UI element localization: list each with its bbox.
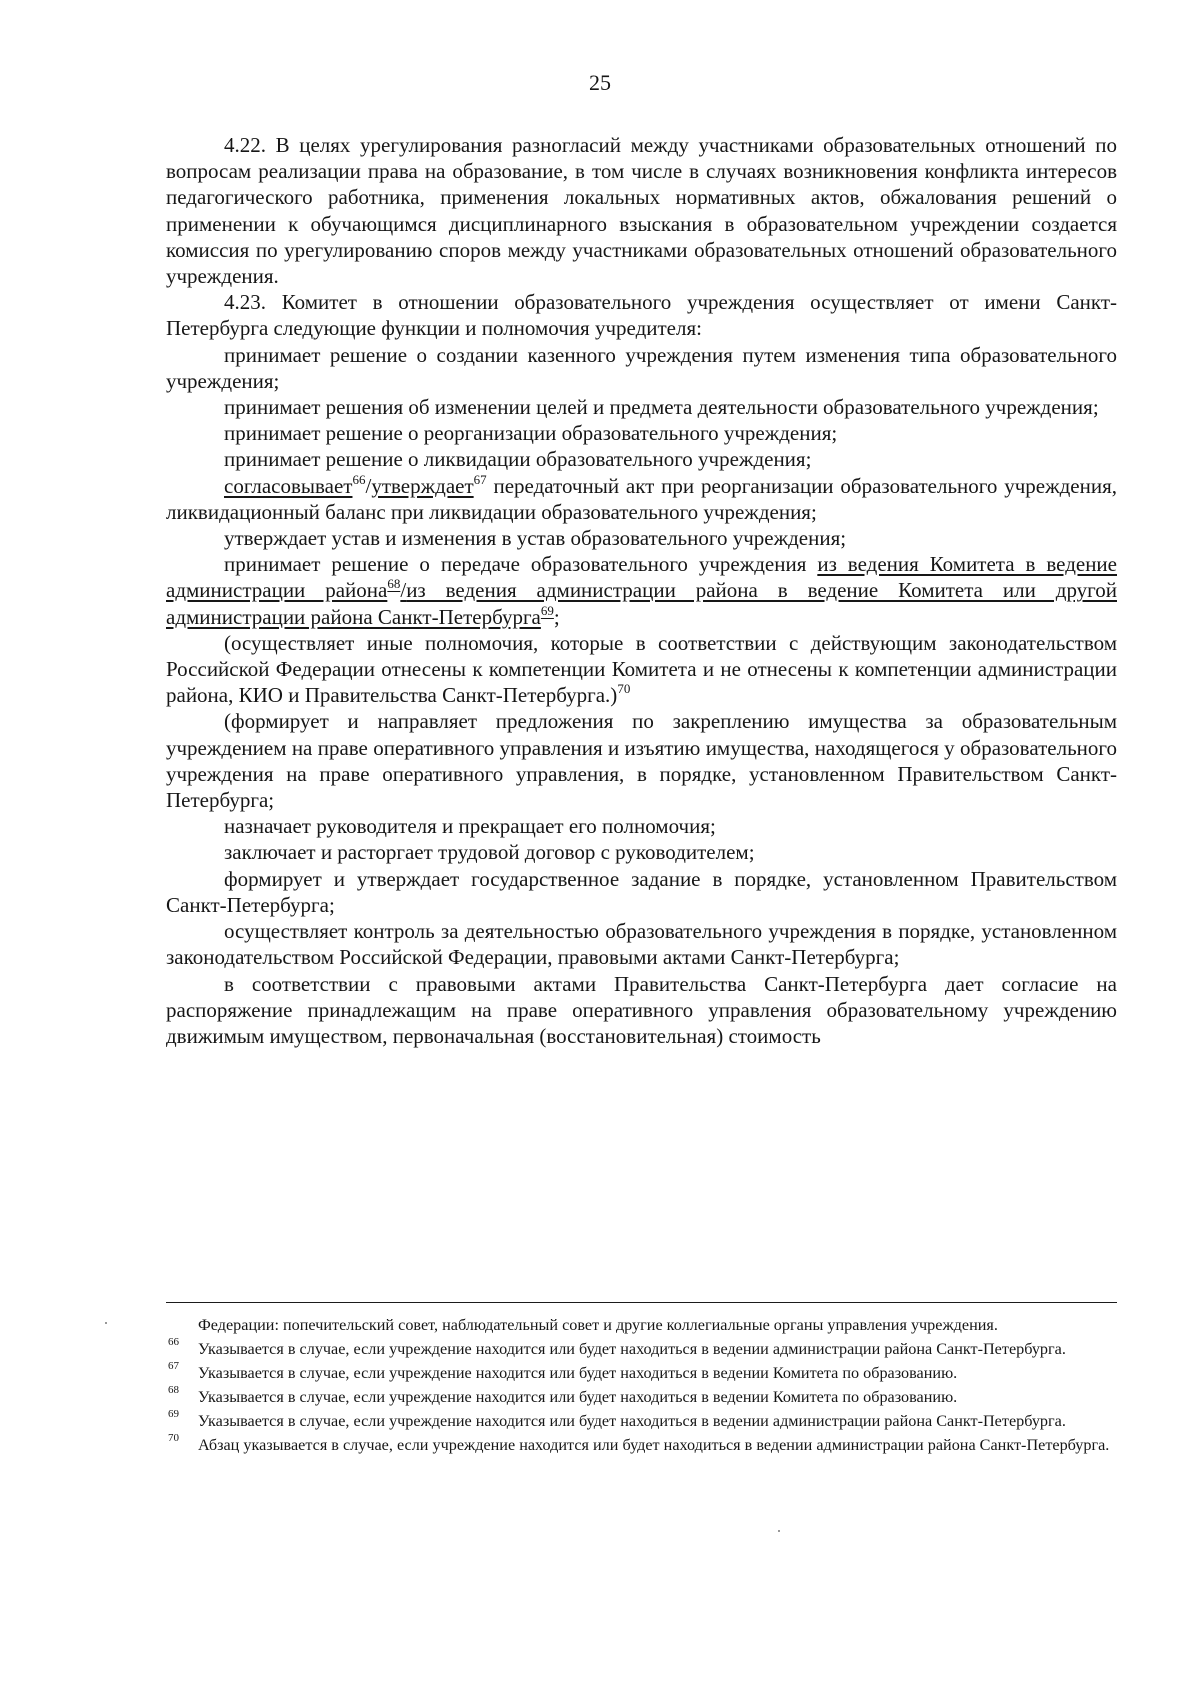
- paragraph-4-23: 4.23. Комитет в отношении образовательного учреждения осуществляет от имени Санкт-Петербурга следующие функции и полномочия учредителя:: [166, 290, 1117, 341]
- item-text: принимает решение о передаче образовательного учреждения: [224, 552, 818, 577]
- footnote-number: 70: [168, 1432, 179, 1444]
- footnote-66: [166, 1336, 1117, 1360]
- list-item: заключает и расторгает трудовой договор с руководителем;: [224, 840, 755, 865]
- footnotes: [166, 1315, 1117, 1459]
- page-number: 25: [589, 70, 611, 95]
- footnote-ref-67: 67: [473, 471, 487, 487]
- list-item: утверждает устав и изменения в устав образовательного учреждения;: [224, 526, 847, 551]
- item-text: передаточный акт при реорганизации образовательного учреждения, ликвидационный баланс при ликвидации образовательного учреждения;: [166, 473, 1117, 524]
- scan-speck: [105, 1322, 107, 1324]
- footnote-69: [166, 1408, 1117, 1432]
- list-item: формирует и утверждает государственное задание в порядке, установленном Правительством Санкт-Петербурга;: [166, 866, 1117, 917]
- scan-speck: [778, 1530, 780, 1532]
- list-item: принимает решение о реорганизации образовательного учреждения;: [224, 421, 838, 446]
- list-item: (формирует и направляет предложения по закреплению имущества за образовательным учреждением на праве оперативного управления и изъятию имущества, находящегося у образовательного учреждения на праве оперативного управления, в порядке, установленном Правительством Санкт-Петербурга;: [166, 709, 1117, 813]
- footnote-text: Абзац указывается в случае, если учреждение находится или будет находиться в ведении администрации района Санкт-Петербурга.: [198, 1436, 1110, 1454]
- document-body: [166, 132, 1117, 1049]
- footnote-70: [166, 1432, 1117, 1456]
- underlined-variant: согласовывает: [224, 473, 353, 498]
- underlined-variant: утверждает: [371, 473, 474, 498]
- footnote-text: Федерации: попечительский совет, наблюдательный совет и другие коллегиальные органы управления учреждения.: [198, 1316, 998, 1334]
- list-item: принимает решение о ликвидации образовательного учреждения;: [224, 447, 812, 472]
- footnote-text: Указывается в случае, если учреждение находится или будет находиться в ведении администрации района Санкт-Петербурга.: [198, 1412, 1066, 1430]
- list-item-peredacha: [166, 551, 1117, 630]
- list-item-inye-polnomochiya: [166, 630, 1117, 709]
- list-item: в соответствии с правовыми актами Правительства Санкт-Петербурга дает согласие на распоряжение принадлежащим на праве оперативного управления образовательному учреждению движимым имуществом, первоначальная (восстановительная) стоимость: [166, 971, 1117, 1048]
- footnote-text: Указывается в случае, если учреждение находится или будет находиться в ведении Комитета по образованию.: [198, 1364, 958, 1382]
- variant-separator: /: [400, 578, 407, 603]
- underlined-variant: из ведения администрации района в ведение Комитета или другой администрации района Санкт-Петербурга: [166, 578, 1117, 629]
- footnote-text: Указывается в случае, если учреждение находится или будет находиться в ведении Комитета по образованию.: [198, 1388, 958, 1406]
- variant-separator: /: [365, 473, 372, 498]
- footnote-68: [166, 1384, 1117, 1408]
- paragraph-4-22: 4.22. В целях урегулирования разногласий между участниками образовательных отношений по вопросам реализации права на образование, в том числе в случаях возникновения конфликта интересов педагогического работника, применения локальных нормативных актов, обжалования решений о применении к обучающимся дисциплинарного взыскания в образовательном учреждении создается комиссия по урегулированию споров между участниками образовательных отношений образовательного учреждения.: [166, 133, 1117, 289]
- list-item: назначает руководителя и прекращает его полномочия;: [224, 814, 716, 839]
- footnote-number: 66: [168, 1336, 179, 1348]
- list-item: принимает решение о создании казенного учреждения путем изменения типа образовательного учреждения;: [166, 342, 1117, 393]
- footnote-number: 69: [168, 1408, 179, 1420]
- footnote-number: 68: [168, 1384, 179, 1396]
- footnote-ref-66: 66: [352, 471, 366, 487]
- footnote-continuation: [166, 1315, 1117, 1336]
- footnote-separator: [166, 1302, 1117, 1303]
- footnote-text: Указывается в случае, если учреждение находится или будет находиться в ведении администрации района Санкт-Петербурга.: [198, 1340, 1066, 1358]
- item-end: ;: [553, 604, 560, 629]
- footnote-ref-69: 69: [540, 602, 554, 618]
- list-item: принимает решения об изменении целей и предмета деятельности образовательного учреждения;: [224, 395, 1099, 420]
- underlined-variant: из ведения Комитета в ведение администрации района: [166, 552, 1117, 603]
- footnote-ref-68: 68: [387, 576, 401, 592]
- list-item-peredatochny-akt: [166, 473, 1117, 525]
- footnote-67: [166, 1360, 1117, 1384]
- list-item: осуществляет контроль за деятельностью образовательного учреждения в порядке, установленном законодательством Российской Федерации, правовыми актами Санкт-Петербурга;: [166, 919, 1117, 970]
- item-text: (осуществляет иные полномочия, которые в соответствии с действующим законодательством Российской Федерации отнесены к компетенции Комитета и не отнесены к компетенции администрации района, КИО и Правительства Санкт-Петербурга.): [166, 630, 1117, 708]
- footnote-number: 67: [168, 1360, 179, 1372]
- footnote-ref-70: 70: [617, 681, 631, 697]
